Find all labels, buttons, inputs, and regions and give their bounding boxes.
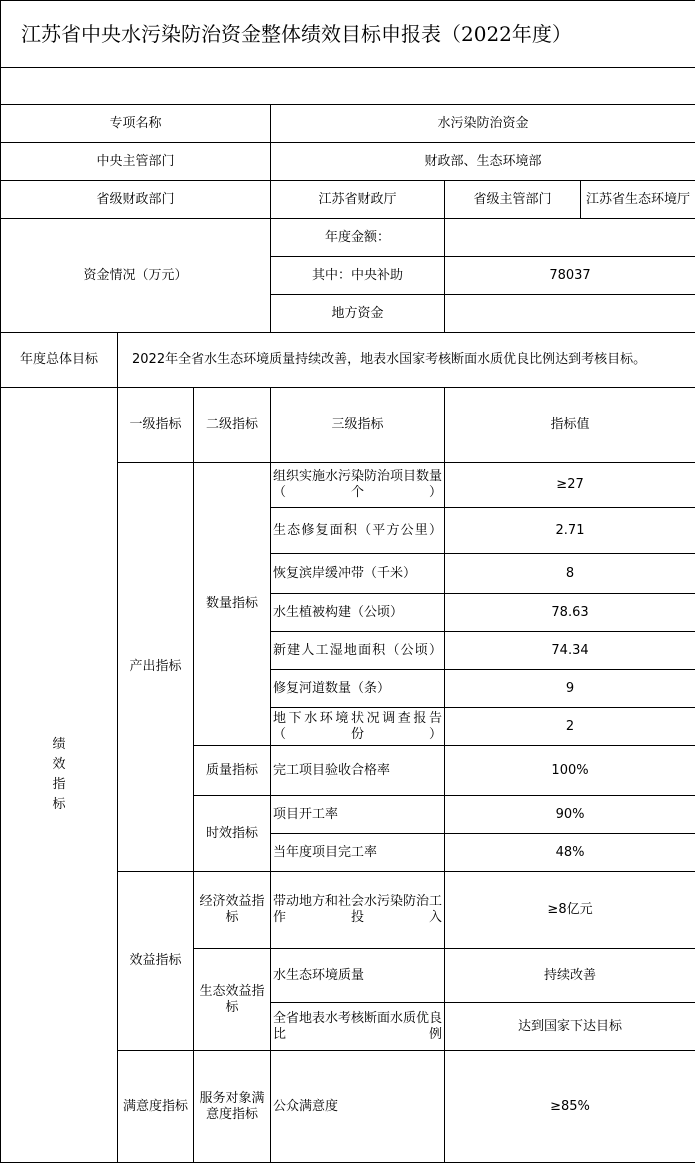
annual-amount-label: 年度金额： [271, 219, 445, 257]
indicator-name: 完工项目验收合格率 [271, 746, 445, 796]
central-subsidy-value: 78037 [445, 257, 695, 295]
indicator-value: 90% [445, 796, 695, 834]
economic-benefit-label: 经济效益指标 [194, 872, 271, 949]
indicator-name: 公众满意度 [271, 1051, 445, 1163]
indicator-value: 74.34 [445, 632, 695, 670]
indicator-name: 恢复滨岸缓冲带（千米） [271, 554, 445, 594]
indicator-value: 9 [445, 670, 695, 708]
central-dept-label: 中央主管部门 [1, 143, 271, 181]
indicator-name: 项目开工率 [271, 796, 445, 834]
annual-goal-text: 2022年全省水生态环境质量持续改善，地表水国家考核断面水质优良比例达到考核目标。 [118, 333, 695, 388]
indicator-name: 水生态环境质量 [271, 949, 445, 1003]
ecological-benefit-label: 生态效益指标 [194, 949, 271, 1051]
annual-amount-value [445, 219, 695, 257]
performance-label-char: 效 [52, 757, 66, 772]
project-name-label: 专项名称 [1, 105, 271, 143]
value-header: 指标值 [445, 388, 695, 463]
level1-header: 一级指标 [118, 388, 194, 463]
indicator-value: 2 [445, 708, 695, 746]
indicator-name: 地下水环境状况调查报告（份） [271, 708, 445, 746]
prov-dept-label: 省级主管部门 [445, 181, 581, 219]
benefit-indicator-label: 效益指标 [118, 872, 194, 1051]
timeliness-indicator-label: 时效指标 [194, 796, 271, 872]
indicator-value: 8 [445, 554, 695, 594]
indicator-value: 100% [445, 746, 695, 796]
service-satisfaction-label: 服务对象满意度指标 [194, 1051, 271, 1163]
indicator-name: 全省地表水考核断面水质优良比例 [271, 1003, 445, 1051]
performance-label-char: 指 [52, 777, 66, 792]
indicator-value: 持续改善 [445, 949, 695, 1003]
indicator-value: ≥85% [445, 1051, 695, 1163]
performance-indicator-label [1, 388, 118, 1163]
local-funds-label: 地方资金 [271, 295, 445, 333]
form-title: 江苏省中央水污染防治资金整体绩效目标申报表（2022年度） [1, 1, 695, 68]
indicator-value: 达到国家下达目标 [445, 1003, 695, 1051]
indicator-name: 新建人工湿地面积（公顷） [271, 632, 445, 670]
project-name-value: 水污染防治资金 [271, 105, 695, 143]
indicator-value: 2.71 [445, 508, 695, 554]
performance-label-char: 绩 [52, 737, 66, 752]
indicator-name: 组织实施水污染防治项目数量（个） [271, 463, 445, 508]
central-subsidy-label: 其中：中央补助 [271, 257, 445, 295]
indicator-value: 48% [445, 834, 695, 872]
level3-header: 三级指标 [271, 388, 445, 463]
prov-finance-label: 省级财政部门 [1, 181, 271, 219]
level2-header: 二级指标 [194, 388, 271, 463]
indicator-value: ≥27 [445, 463, 695, 508]
indicator-name: 水生植被构建（公顷） [271, 594, 445, 632]
prov-dept-value: 江苏省生态环境厅 [581, 181, 695, 219]
prov-finance-value: 江苏省财政厅 [271, 181, 445, 219]
indicator-value: 78.63 [445, 594, 695, 632]
local-funds-value [445, 295, 695, 333]
indicator-name: 生态修复面积（平方公里） [271, 508, 445, 554]
quantity-indicator-label: 数量指标 [194, 463, 271, 746]
performance-label-char: 标 [52, 797, 66, 812]
satisfaction-indicator-label: 满意度指标 [118, 1051, 194, 1163]
quality-indicator-label: 质量指标 [194, 746, 271, 796]
indicator-value: ≥8亿元 [445, 872, 695, 949]
indicator-name: 带动地方和社会水污染防治工作投入 [271, 872, 445, 949]
indicator-name: 当年度项目完工率 [271, 834, 445, 872]
funds-label: 资金情况（万元） [1, 219, 271, 333]
blank-row [1, 68, 695, 105]
central-dept-value: 财政部、生态环境部 [271, 143, 695, 181]
annual-goal-label: 年度总体目标 [1, 333, 118, 388]
output-indicator-label: 产出指标 [118, 463, 194, 872]
indicator-name: 修复河道数量（条） [271, 670, 445, 708]
